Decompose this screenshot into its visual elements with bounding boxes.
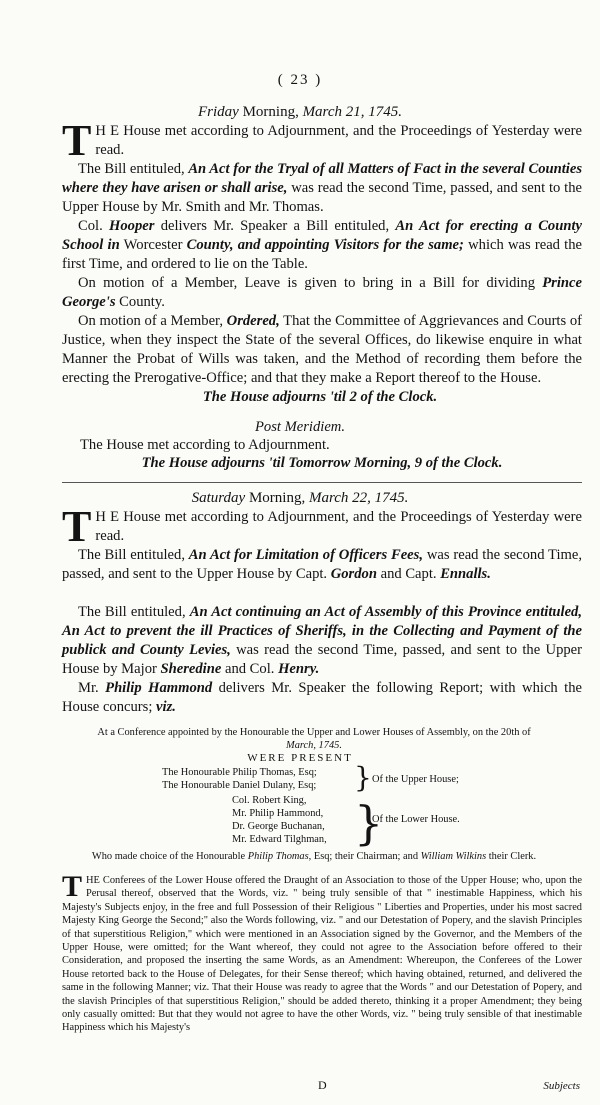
saturday-paragraph-3 (62, 603, 582, 679)
brace-upper: } (354, 761, 372, 794)
conference-intro (40, 726, 588, 752)
text-run: On motion of a Member, (78, 313, 227, 329)
text-run: Who made choice of the Honourable (91, 851, 248, 862)
lower-house-label: Of the Lower House. (372, 814, 460, 825)
friday-paragraph-3 (62, 217, 582, 274)
saturday-heading-date: March 22, 1745. (308, 490, 409, 506)
lower-member-3: Dr. George Buchanan, (232, 821, 325, 832)
post-meridiem-heading: Post Meridiem. (255, 419, 345, 435)
text-run: which was read the first Time, and ordered to lie on the Table. (62, 237, 582, 272)
bill-title: An Act for Limitation of Officers Fees, (188, 547, 423, 563)
saturday-heading-day: Saturday (191, 490, 246, 506)
upper-house-label: Of the Upper House; (372, 774, 459, 785)
lower-member-1: Col. Robert King, (232, 795, 307, 806)
text-run: delivers Mr. Speaker the following Report; with which the House concurs; (62, 680, 583, 715)
person-name: Philip Hammond (105, 680, 213, 696)
friday-paragraph-4 (62, 274, 582, 312)
text-run: and Capt. (376, 566, 441, 582)
friday-paragraph-1 (62, 116, 582, 165)
text-run: was read the second Time, passed, and sent to the Upper House by Mr. Smith and Mr. Thomas. (62, 180, 583, 215)
text-run: The Bill entituled, (78, 604, 190, 620)
friday-heading-day: Friday (197, 104, 239, 120)
text-run: and Col. (221, 661, 279, 677)
person-name: Ennalls. (440, 566, 491, 582)
friday-p1-text: H E House met according to Adjournment, and the Proceedings of Yesterday were read. (95, 123, 582, 158)
friday-paragraph-5 (62, 312, 582, 388)
signature-mark: D (318, 1078, 327, 1092)
person-name: Henry. (278, 661, 320, 677)
bill-title: An Act for erecting a County School in (62, 218, 582, 253)
saturday-paragraph-4 (62, 679, 582, 717)
bill-title: An Act continuing an Act of Assembly of this Province entituled, An Act to prevent the ill Practices of Sheriffs, in the Collecting and Payment of the publick and County Levies, (62, 604, 582, 658)
saturday-paragraph-2 (62, 546, 582, 584)
page-number: ( 23 ) (277, 72, 323, 88)
conference-body (62, 870, 582, 1035)
saturday-paragraph-1 (62, 502, 582, 551)
person-name: Gordon (330, 566, 377, 582)
catchword: Subjects (543, 1080, 580, 1092)
bill-title: County, and appointing Visitors for the same; (186, 237, 464, 253)
friday-paragraph-2 (62, 160, 582, 217)
saturday-p1-text: H E House met according to Adjournment, and the Proceedings of Yesterday were read. (95, 509, 582, 544)
person-name: William Wilkins (420, 851, 487, 862)
text-run: their Clerk. (486, 851, 537, 862)
person-name: Sheredine (160, 661, 222, 677)
conference-intro-line: At a Conference appointed by the Honourable the Upper and Lower Houses of Assembly, on the 20th of (97, 727, 531, 738)
text-run: On motion of a Member, Leave is given to bring in a Bill for dividing (78, 275, 543, 291)
saturday-heading-mid: Morning, (245, 490, 309, 506)
lower-member-4: Mr. Edward Tilghman, (232, 834, 327, 845)
text-run: The Bill entituled, (78, 547, 189, 563)
viz-word: viz. (156, 699, 176, 715)
brace-lower: } (354, 796, 384, 850)
person-name: Hooper (109, 218, 155, 234)
text-run: That the Committee of Aggrievances and Courts of Justice, when they inspect the State of the several Offices, do likewise enquire in what Manner the Probat of Wills was taken, and the Method of recording them before the erecting the Prerogative-Office; and that they make a Report thereof to the House. (62, 313, 582, 386)
section-divider (62, 482, 582, 483)
friday-adjourn: The House adjourns 'til 2 of the Clock. (202, 389, 438, 405)
text-run: Col. (78, 218, 110, 234)
friday-heading-mid: Morning, (238, 104, 303, 120)
chairman-line (40, 850, 588, 863)
text-run: delivers Mr. Speaker a Bill entituled, (154, 218, 396, 234)
drop-cap: T (62, 502, 92, 551)
text-run: was read the second Time, passed, and sent to the Upper House by Major (62, 642, 583, 677)
text-run: was read the second Time, passed, and sent to the Upper House by Capt. (62, 547, 582, 582)
text-run: Worcester (119, 237, 187, 253)
upper-member-2: The Honourable Daniel Dulany, Esq; (162, 780, 317, 791)
friday-heading-date: March 21, 1745. (302, 104, 402, 120)
text-run: Esq; their Chairman; and (311, 851, 421, 862)
conference-body-text: HE Conferees of the Lower House offered the Draught of an Association to those of the Upper House; who, upon the Perusal thereof, observed that the Words, viz. " being truly sensible of that " inestimable Happiness, which his Majesty's Subjects enjoy, in the free and full Possession of their Religious " Liberties and Properties, under his most sacred Majesty King George the Second;" also the Words following, viz. " and our Detestation of Popery, and the slavish Principles of that superstitious Religion," which were mentioned in an Association signed by the Governor, and the Members of the Upper House, were omitted; for the Want whereof, they could not agree to the Association before offered to their Consideration, and proposed the inserting the same Words, as an Amendment: Whereupon, the Conferees of the Lower House retorted back to the House of Delegates, for their Sense thereof; which having obtained, returned, and delivered the same in the following Manner; viz. That their House was ready to agree that the Words " and our Detestation of Popery, and the slavish Principles of that superstitious Religion," should be added thereto, thinking it a proper Amendment; they being only casually omitted: But that they would not agree to have the other Words, viz. " being truly sensible of that inestimable Happiness which his Majesty's (62, 875, 582, 1034)
bill-title: An Act for the Tryal of all Matters of Fact in the several Counties where they have arisen or shall arise, (62, 161, 582, 196)
text-run: County. (115, 294, 165, 310)
text-run: Mr. (78, 680, 106, 696)
text-run: The Bill entituled, (78, 161, 189, 177)
lower-member-2: Mr. Philip Hammond, (232, 808, 324, 819)
ordered-word: Ordered, (226, 313, 280, 329)
pm-paragraph: The House met according to Adjournment. (80, 437, 330, 453)
drop-cap: T (62, 116, 92, 165)
pm-adjourn: The House adjourns 'til Tomorrow Morning, 9 of the Clock. (141, 455, 503, 471)
upper-member-1: The Honourable Philip Thomas, Esq; (162, 767, 317, 778)
person-name: Philip Thomas, (247, 851, 312, 862)
drop-cap: T (62, 870, 83, 903)
conference-date: March, 1745. (286, 740, 342, 751)
place-name: Prince George's (62, 275, 582, 310)
were-present-heading: WERE PRESENT (247, 752, 353, 764)
